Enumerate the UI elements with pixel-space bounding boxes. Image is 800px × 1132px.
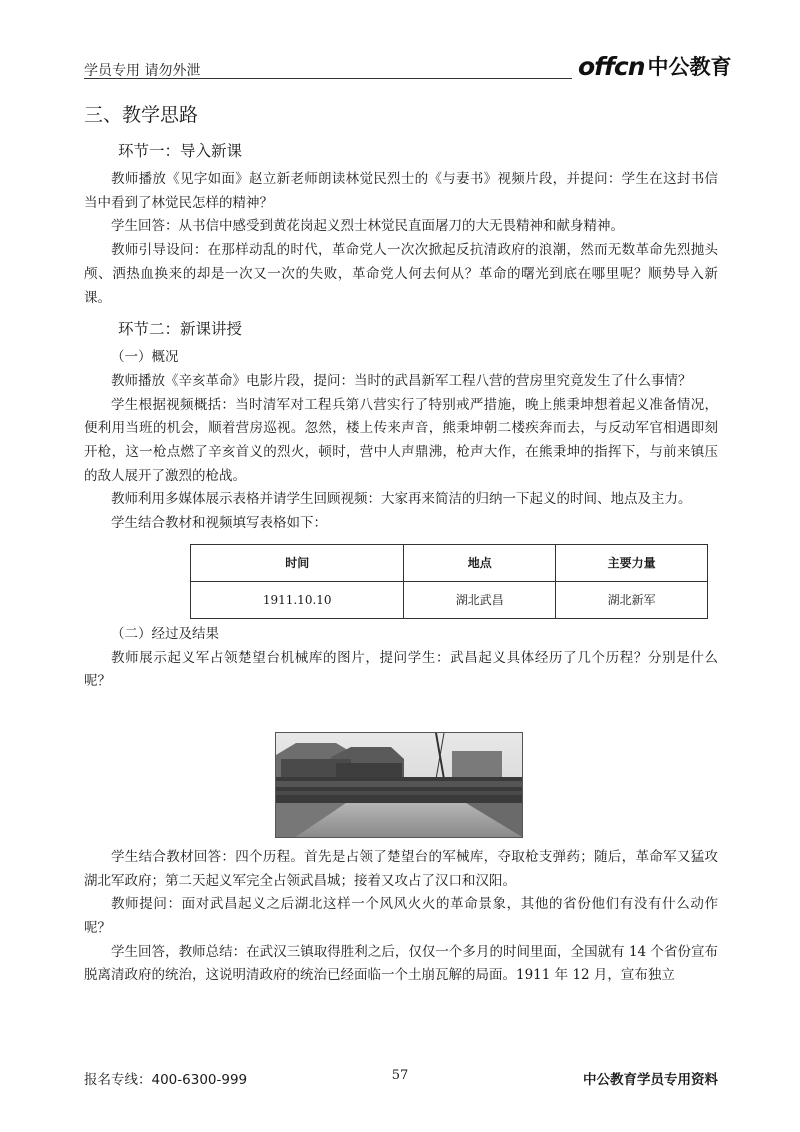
step1-paragraph: 学生回答：从书信中感受到黄花岗起义烈士林觉民直面屠刀的大无畏精神和献身精神。 bbox=[111, 218, 624, 235]
step2-paragraph: 教师提问：面对武昌起义之后湖北这样一个风风火火的革命景象，其他的省份他们有没有什么动作呢？ bbox=[84, 896, 718, 937]
step2-title: 环节二：新课讲授 bbox=[118, 320, 243, 339]
offcn-logo bbox=[578, 51, 732, 81]
subsection-title-overview: （一）概况 bbox=[111, 349, 179, 366]
table-cell: 湖北新军 bbox=[556, 581, 708, 618]
document-body bbox=[84, 100, 718, 988]
table-cell: 1911.10.10 bbox=[191, 581, 404, 618]
header-divider bbox=[84, 78, 572, 79]
logo-en-text: offcn bbox=[578, 52, 645, 81]
armory-photo bbox=[275, 732, 523, 838]
step2-paragraph: 教师展示起义军占领楚望台机械库的图片，提问学生：武昌起义具体经历了几个历程？分别是什么呢？ bbox=[84, 649, 718, 690]
step2-paragraph: 学生结合教材和视频填写表格如下： bbox=[111, 515, 327, 532]
step2-paragraph: 学生根据视频概括：当时清军对工程兵第八营实行了特别戒严措施，晚上熊秉坤想着起义准备情况，便利用当班的机会，顺着营房巡视。忽然，楼上传来声音，熊秉坤朝二楼疾奔而去，与反动军官相遇即刻开枪，这一枪点燃了辛亥首义的烈火，顿时，营中人声鼎沸，枪声大作，在熊秉坤的指挥下，与前来镇压的敌人展开了激烈的枪战。 bbox=[84, 396, 718, 484]
table-cell: 湖北武昌 bbox=[404, 581, 556, 618]
page-number: 57 bbox=[391, 1068, 409, 1083]
footer-right-text: 中公教育学员专用资料 bbox=[583, 1072, 718, 1088]
table-header-cell: 时间 bbox=[191, 544, 404, 581]
table-header-cell: 主要力量 bbox=[556, 544, 708, 581]
logo-cn-text: 中公教育 bbox=[647, 55, 732, 79]
step1-paragraph: 教师播放《见字如面》赵立新老师朗读林觉民烈士的《与妻书》视频片段，并提问：学生在这封书信当中看到了林觉民怎样的精神？ bbox=[84, 171, 718, 211]
step1-title: 环节一：导入新课 bbox=[118, 142, 243, 160]
uprising-info-table bbox=[190, 544, 708, 619]
subsection-title-process: （二）经过及结果 bbox=[111, 625, 219, 642]
step2-paragraph: 教师播放《辛亥革命》电影片段，提问：当时的武昌新军工程八营的营房里究竟发生了什么事情？ bbox=[111, 372, 692, 389]
footer-hotline: 报名专线：400-6300-999 bbox=[84, 1072, 248, 1088]
table-row bbox=[191, 581, 708, 618]
step2-paragraph: 学生回答，教师总结：在武汉三镇取得胜利之后，仅仅一个多月的时间里面，全国就有 14 个省份宣布脱离清政府的统治，这说明清政府的统治已经面临一个土崩瓦解的局面。1911 年 12 月，宣布独立 bbox=[84, 943, 718, 984]
step1-paragraph: 教师引导设问：在那样动乱的时代，革命党人一次次掀起反抗清政府的浪潮，然而无数革命先烈抛头颅、洒热血换来的却是一次又一次的失败，革命党人何去何从？革命的曙光到底在哪里呢？顺势导入新课。 bbox=[84, 242, 718, 306]
header-notice: 学员专用 请勿外泄 bbox=[84, 63, 201, 79]
table-header-cell: 地点 bbox=[404, 544, 556, 581]
section-title: 三、教学思路 bbox=[84, 104, 199, 126]
step2-paragraph: 教师利用多媒体展示表格并请学生回顾视频：大家再来简洁的归纳一下起义的时间、地点及主力。 bbox=[111, 491, 692, 508]
step2-paragraph: 学生结合教材回答：四个历程。首先是占领了楚望台的军械库，夺取枪支弹药；随后，革命军又猛攻湖北军政府；第二天起义军完全占领武昌城；接着又攻占了汉口和汉阳。 bbox=[84, 848, 718, 889]
table-header-row bbox=[191, 544, 708, 581]
